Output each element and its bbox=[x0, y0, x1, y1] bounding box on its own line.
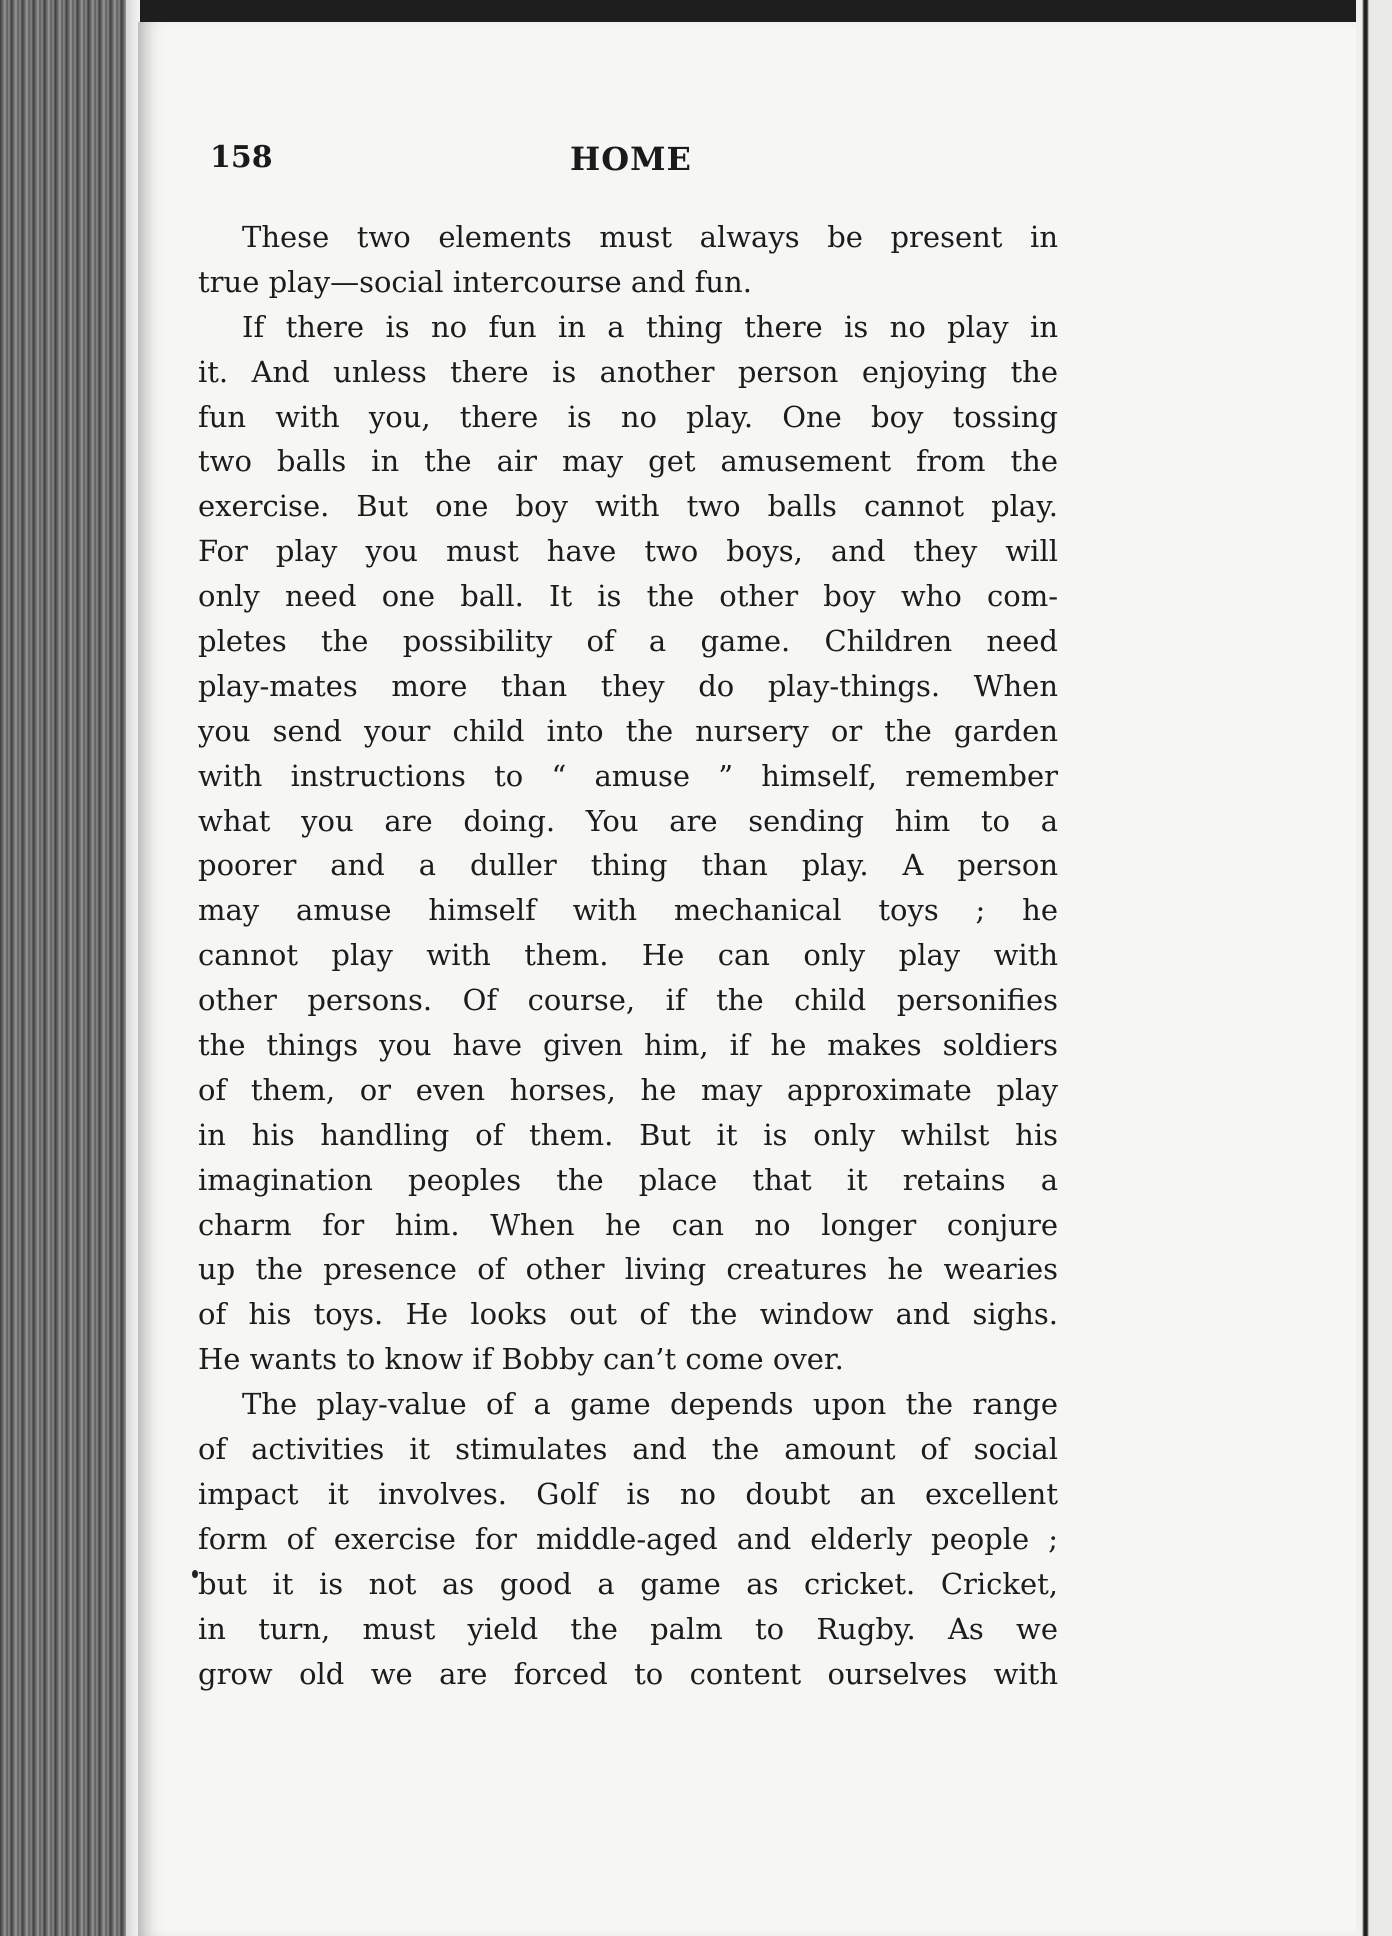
text-line: but it is not as good a game as cricket. Cricket, bbox=[198, 1566, 1058, 1601]
text-line: it. And unless there is another person enjoying the bbox=[198, 354, 1058, 389]
text-line: poorer and a duller thing than play. A person bbox=[198, 848, 1058, 883]
text-line: only need one ball. It is the other boy who com- bbox=[198, 579, 1058, 614]
text-line: These two elements must always be present in bbox=[242, 220, 1058, 254]
text-line: with instructions to “ amuse ” himself, remember bbox=[198, 758, 1058, 793]
text-line: For play you must have two boys, and they will bbox=[198, 534, 1058, 569]
text-line: grow old we are forced to content ourselves with bbox=[198, 1656, 1058, 1691]
text-line: cannot play with them. He can only play with bbox=[198, 938, 1058, 973]
facing-page-edge bbox=[1356, 0, 1392, 1936]
text-line: in his handling of them. But it is only whilst his bbox=[198, 1117, 1058, 1152]
text-line: up the presence of other living creatures he wearies bbox=[198, 1252, 1058, 1287]
page-number: 158 bbox=[210, 140, 273, 175]
running-title: HOME bbox=[570, 140, 692, 178]
text-line: impact it involves. Golf is no doubt an excellent bbox=[198, 1476, 1058, 1511]
body-text bbox=[198, 215, 1058, 1696]
text-line: The play-value of a game depends upon the range bbox=[242, 1387, 1058, 1422]
text-line: of his toys. He looks out of the window and sighs. bbox=[198, 1297, 1058, 1332]
text-line: two balls in the air may get amusement from the bbox=[198, 444, 1058, 479]
text-line: what you are doing. You are sending him to a bbox=[198, 803, 1058, 838]
text-line: of them, or even horses, he may approximate play bbox=[198, 1072, 1058, 1107]
text-line: He wants to know if Bobby can’t come over. bbox=[198, 1342, 844, 1377]
text-line: true play—social intercourse and fun. bbox=[198, 264, 752, 299]
text-line: play-mates more than they do play-things. When bbox=[198, 668, 1058, 703]
text-line: may amuse himself with mechanical toys ; he bbox=[198, 893, 1058, 928]
page-header bbox=[210, 140, 830, 184]
text-line: charm for him. When he can no longer conjure bbox=[198, 1207, 1058, 1242]
text-line: fun with you, there is no play. One boy tossing bbox=[198, 399, 1058, 434]
book-page-edges bbox=[0, 0, 140, 1936]
text-line: exercise. But one boy with two balls cannot play. bbox=[198, 489, 1058, 524]
text-line: If there is no fun in a thing there is no play in bbox=[242, 309, 1058, 344]
text-line: you send your child into the nursery or the garden bbox=[198, 713, 1058, 748]
text-line: other persons. Of course, if the child personifies bbox=[198, 983, 1058, 1018]
text-line: form of exercise for middle-aged and elderly people ; bbox=[198, 1521, 1058, 1556]
text-line: imagination peoples the place that it retains a bbox=[198, 1162, 1058, 1197]
text-line: in turn, must yield the palm to Rugby. As we bbox=[198, 1611, 1058, 1646]
text-line: of activities it stimulates and the amount of social bbox=[198, 1432, 1058, 1467]
ink-speck bbox=[192, 1570, 198, 1578]
text-line: pletes the possibility of a game. Children need bbox=[198, 624, 1058, 659]
text-line: the things you have given him, if he makes soldiers bbox=[198, 1028, 1058, 1063]
